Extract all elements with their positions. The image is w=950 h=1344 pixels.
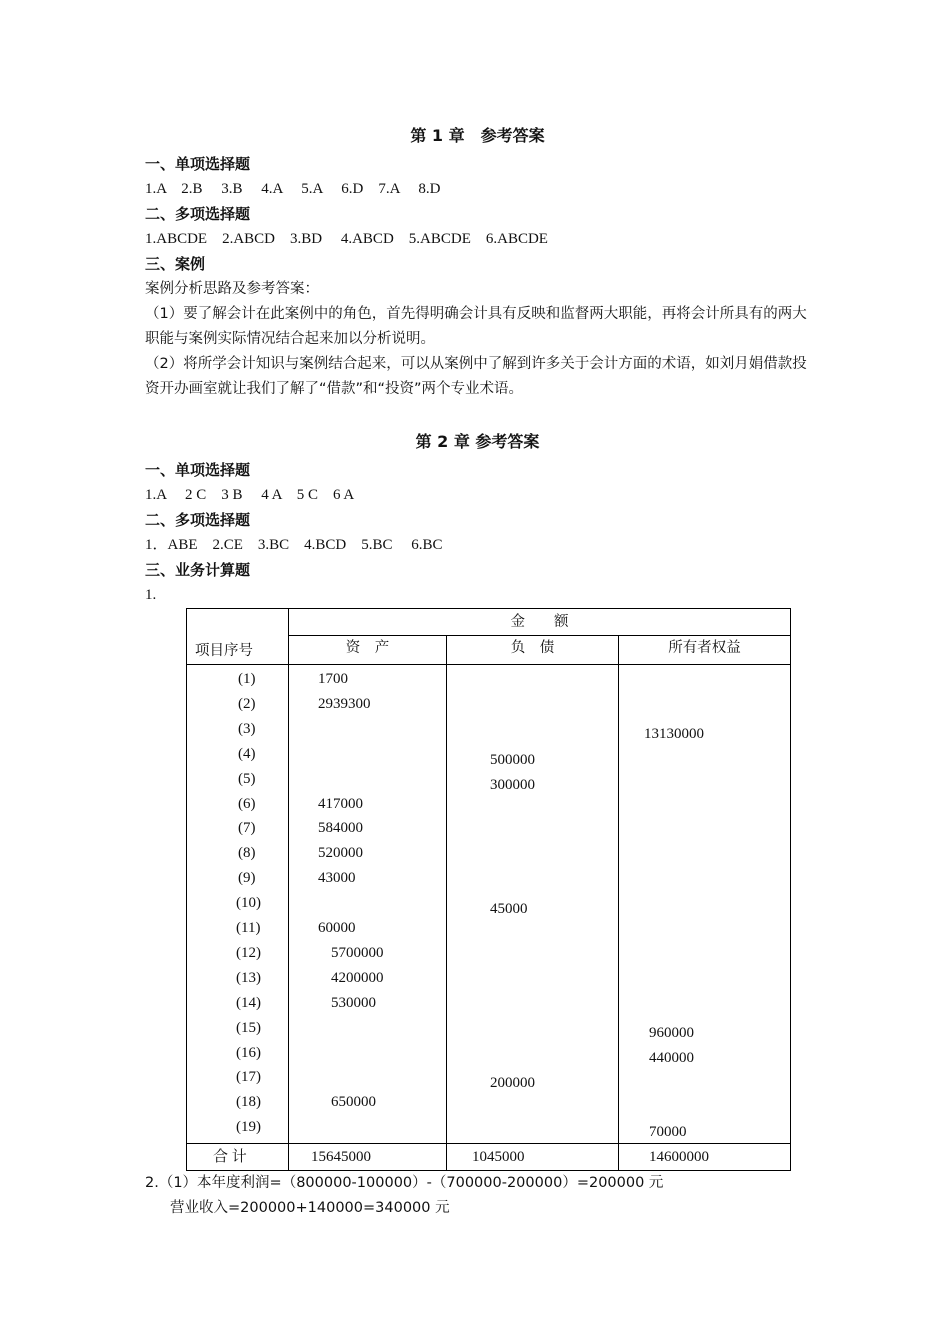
ch1-single-choice-heading: 一、单项选择题	[145, 155, 251, 173]
assets-value: 1700	[318, 671, 348, 687]
assets-value: 4200000	[331, 969, 384, 986]
equity-value: 960000	[649, 1024, 694, 1041]
row-index: (4)	[238, 745, 256, 762]
liabilities-value: 300000	[490, 776, 535, 793]
ch1-single-choice-answers: 1.A 2.B 3.B 4.A 5.A 6.D 7.A 8.D	[145, 181, 441, 197]
assets-value: 43000	[318, 870, 356, 887]
assets-value: 530000	[331, 994, 376, 1011]
assets-value: 650000	[331, 1094, 376, 1111]
row-index: (6)	[238, 795, 256, 812]
ch1-case-paragraph-1: （1）要了解会计在此案例中的角色，首先得明确会计具有反映和监督两大职能，再将会计所具有的两大职能与案例实际情况结合起来加以分析说明。	[145, 306, 807, 347]
row-index: (10)	[236, 895, 261, 912]
ch1-multi-choice-heading: 二、多项选择题	[145, 205, 251, 223]
header-item-index: 项目序号	[187, 609, 289, 665]
liabilities-value: 200000	[490, 1075, 535, 1092]
chapter-1-title: 第 1 章 参考答案	[410, 126, 545, 145]
equity-value: 13130000	[644, 725, 704, 742]
liabilities-value: 45000	[490, 901, 528, 918]
header-amount: 金 额	[289, 609, 791, 636]
assets-value: 2939300	[318, 695, 371, 712]
liabilities-column	[447, 665, 619, 1144]
ch2-single-choice-heading: 一、单项选择题	[145, 461, 251, 479]
assets-value: 417000	[318, 795, 363, 812]
document-page	[145, 120, 810, 1221]
equity-value: 70000	[649, 1124, 687, 1141]
chapter-2-title: 第 2 章 参考答案	[415, 432, 540, 451]
index-column	[187, 665, 289, 1144]
row-index: (1)	[238, 671, 256, 687]
row-index: (2)	[238, 695, 256, 712]
ch1-multi-choice-answers: 1.ABCDE 2.ABCD 3.BD 4.ABCD 5.ABCDE 6.ABCDE	[145, 231, 548, 247]
ch2-multi-choice-heading: 二、多项选择题	[145, 511, 251, 529]
ch1-case-intro: 案例分析思路及参考答案：	[145, 281, 319, 297]
assets-value: 520000	[318, 845, 363, 862]
ch2-calculation-heading: 三、业务计算题	[145, 561, 251, 579]
header-liabilities: 负 债	[447, 636, 619, 665]
question-1-label: 1.	[145, 587, 157, 603]
row-index: (14)	[236, 994, 261, 1011]
ch2-multi-choice-answers: 1．ABE 2.CE 3.BC 4.BCD 5.BC 6.BC	[145, 537, 443, 553]
total-label: 合 计	[187, 1144, 289, 1171]
row-index: (19)	[236, 1119, 261, 1136]
header-assets: 资 产	[289, 636, 447, 665]
header-equity: 所有者权益	[619, 636, 791, 665]
ch2-single-choice-answers: 1.A 2 C 3 B 4 A 5 C 6 A	[145, 487, 355, 503]
total-liabilities: 1045000	[447, 1144, 619, 1171]
row-index: (15)	[236, 1019, 261, 1036]
assets-column	[289, 665, 447, 1144]
liabilities-value: 500000	[490, 751, 535, 768]
total-equity: 14600000	[619, 1144, 791, 1171]
equity-column	[619, 665, 791, 1144]
question-2-line-1: 2.（1）本年度利润=（800000-100000）-（700000-200000）=200000 元	[145, 1175, 664, 1191]
accounting-table	[186, 608, 791, 1171]
row-index: (9)	[238, 870, 256, 887]
row-index: (8)	[238, 845, 256, 862]
row-index: (17)	[236, 1069, 261, 1086]
row-index: (13)	[236, 969, 261, 986]
ch1-case-heading: 三、案例	[145, 255, 206, 273]
row-index: (3)	[238, 720, 256, 737]
assets-value: 60000	[318, 920, 356, 936]
ch1-case-paragraph-2: （2）将所学会计知识与案例结合起来，可以从案例中了解到许多关于会计方面的术语，如刘月娟借款投资开办画室就让我们了解了“借款”和“投资”两个专业术语。	[145, 356, 807, 397]
row-index: (7)	[238, 820, 256, 837]
row-index: (12)	[236, 944, 261, 961]
assets-value: 5700000	[331, 944, 384, 961]
row-index: (16)	[236, 1044, 261, 1061]
question-2-line-2: 营业收入=200000+140000=340000 元	[170, 1200, 450, 1216]
total-assets: 15645000	[289, 1144, 447, 1171]
assets-value: 584000	[318, 820, 363, 837]
row-index: (11)	[236, 920, 261, 936]
equity-value: 440000	[649, 1049, 694, 1066]
row-index: (5)	[238, 770, 256, 787]
row-index: (18)	[236, 1094, 261, 1111]
